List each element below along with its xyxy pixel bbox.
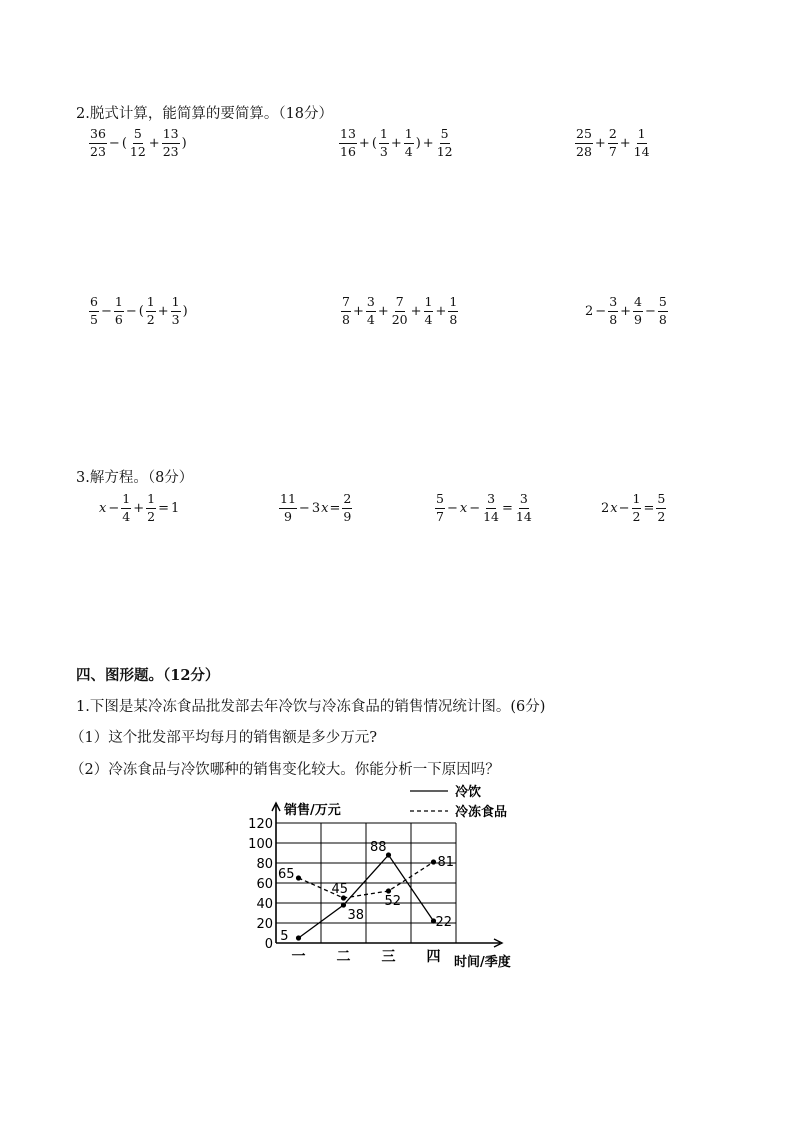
data-label: 22 [435, 915, 453, 930]
q2-expr-2: $\frac{13}{16}$ + ( $\frac{1}{3}$ + $\frac{1}{4}$ ) + $\frac{5}{12}$ [340, 126, 453, 159]
data-point [296, 935, 301, 940]
data-point [386, 852, 391, 857]
x-tick-label: 四 [426, 949, 441, 965]
section4-title: 四、图形题。（12分） [76, 667, 220, 684]
y-tick-label: 40 [256, 897, 273, 912]
data-label: 45 [331, 882, 349, 897]
data-label: 5 [280, 929, 289, 944]
data-point [341, 902, 346, 907]
q2-expr-4: $\frac{6}{5}$ − $\frac{1}{6}$ − ( $\frac{1}{2}$ + $\frac{1}{3}$ ) [90, 294, 188, 327]
data-label: 88 [369, 840, 387, 855]
data-label: 52 [384, 894, 402, 909]
section4-sub2: （2）冷冻食品与冷饮哪种的销售变化较大。你能分析一下原因吗？ [70, 762, 500, 778]
data-point [296, 875, 301, 880]
q3-eq-2: $\frac{11}{9}$ − 3 x = $\frac{2}{9}$ [280, 491, 352, 524]
data-label: 38 [347, 908, 365, 923]
q3-title: 3.解方程。（8分） [76, 470, 194, 486]
x-tick-label: 一 [291, 949, 306, 965]
legend-label: 冷饮 [455, 785, 482, 800]
q2-expr-1: $\frac{36}{23}$ − ( $\frac{5}{12}$ + $\frac{13}{23}$ ) [90, 126, 187, 159]
y-tick-label: 120 [248, 817, 273, 832]
q3-eq-1: x − $\frac{1}{4}$ + $\frac{1}{2}$ = 1 [99, 491, 180, 524]
data-label: 65 [277, 867, 295, 882]
q2-expr-3: $\frac{25}{28}$ + $\frac{2}{7}$ + $\frac{1}{14}$ [576, 126, 650, 159]
x-tick-label: 二 [336, 949, 351, 965]
y-axis-label: 销售/万元 [284, 803, 341, 818]
y-tick-label: 100 [248, 837, 273, 852]
chart-grid [276, 823, 456, 943]
q3-eq-3: $\frac{5}{7}$ − x − $\frac{3}{14}$ = $\frac{3}{14}$ [436, 491, 532, 524]
data-label: 81 [437, 855, 455, 870]
section4-sub1: （1）这个批发部平均每月的销售额是多少万元? [70, 730, 377, 746]
y-tick-label: 0 [264, 937, 273, 952]
y-tick-label: 80 [256, 857, 273, 872]
x-tick-label: 三 [381, 949, 396, 965]
q2-title: 2.脱式计算，能简算的要简算。（18分） [76, 106, 334, 122]
q2-expr-5: $\frac{7}{8}$ + $\frac{3}{4}$ + $\frac{7}{20}$ + $\frac{1}{4}$ + $\frac{1}{8}$ [342, 294, 458, 327]
section4-q1: 1.下图是某冷冻食品批发部去年冷饮与冷冻食品的销售情况统计图。(6分) [76, 699, 546, 715]
y-tick-label: 60 [256, 877, 273, 892]
y-tick-label: 20 [256, 917, 273, 932]
chart-legend [410, 784, 507, 820]
q3-eq-4: 2 x − $\frac{1}{2}$ = $\frac{5}{2}$ [601, 491, 666, 524]
q2-expr-6: 2 − $\frac{3}{8}$ + $\frac{4}{9}$ − $\frac{5}{8}$ [585, 294, 667, 327]
data-point [431, 859, 436, 864]
data-point [386, 888, 391, 893]
x-axis-label: 时间/季度 [454, 955, 511, 970]
chart-axes [272, 803, 502, 947]
legend-label: 冷冻食品 [455, 805, 508, 820]
